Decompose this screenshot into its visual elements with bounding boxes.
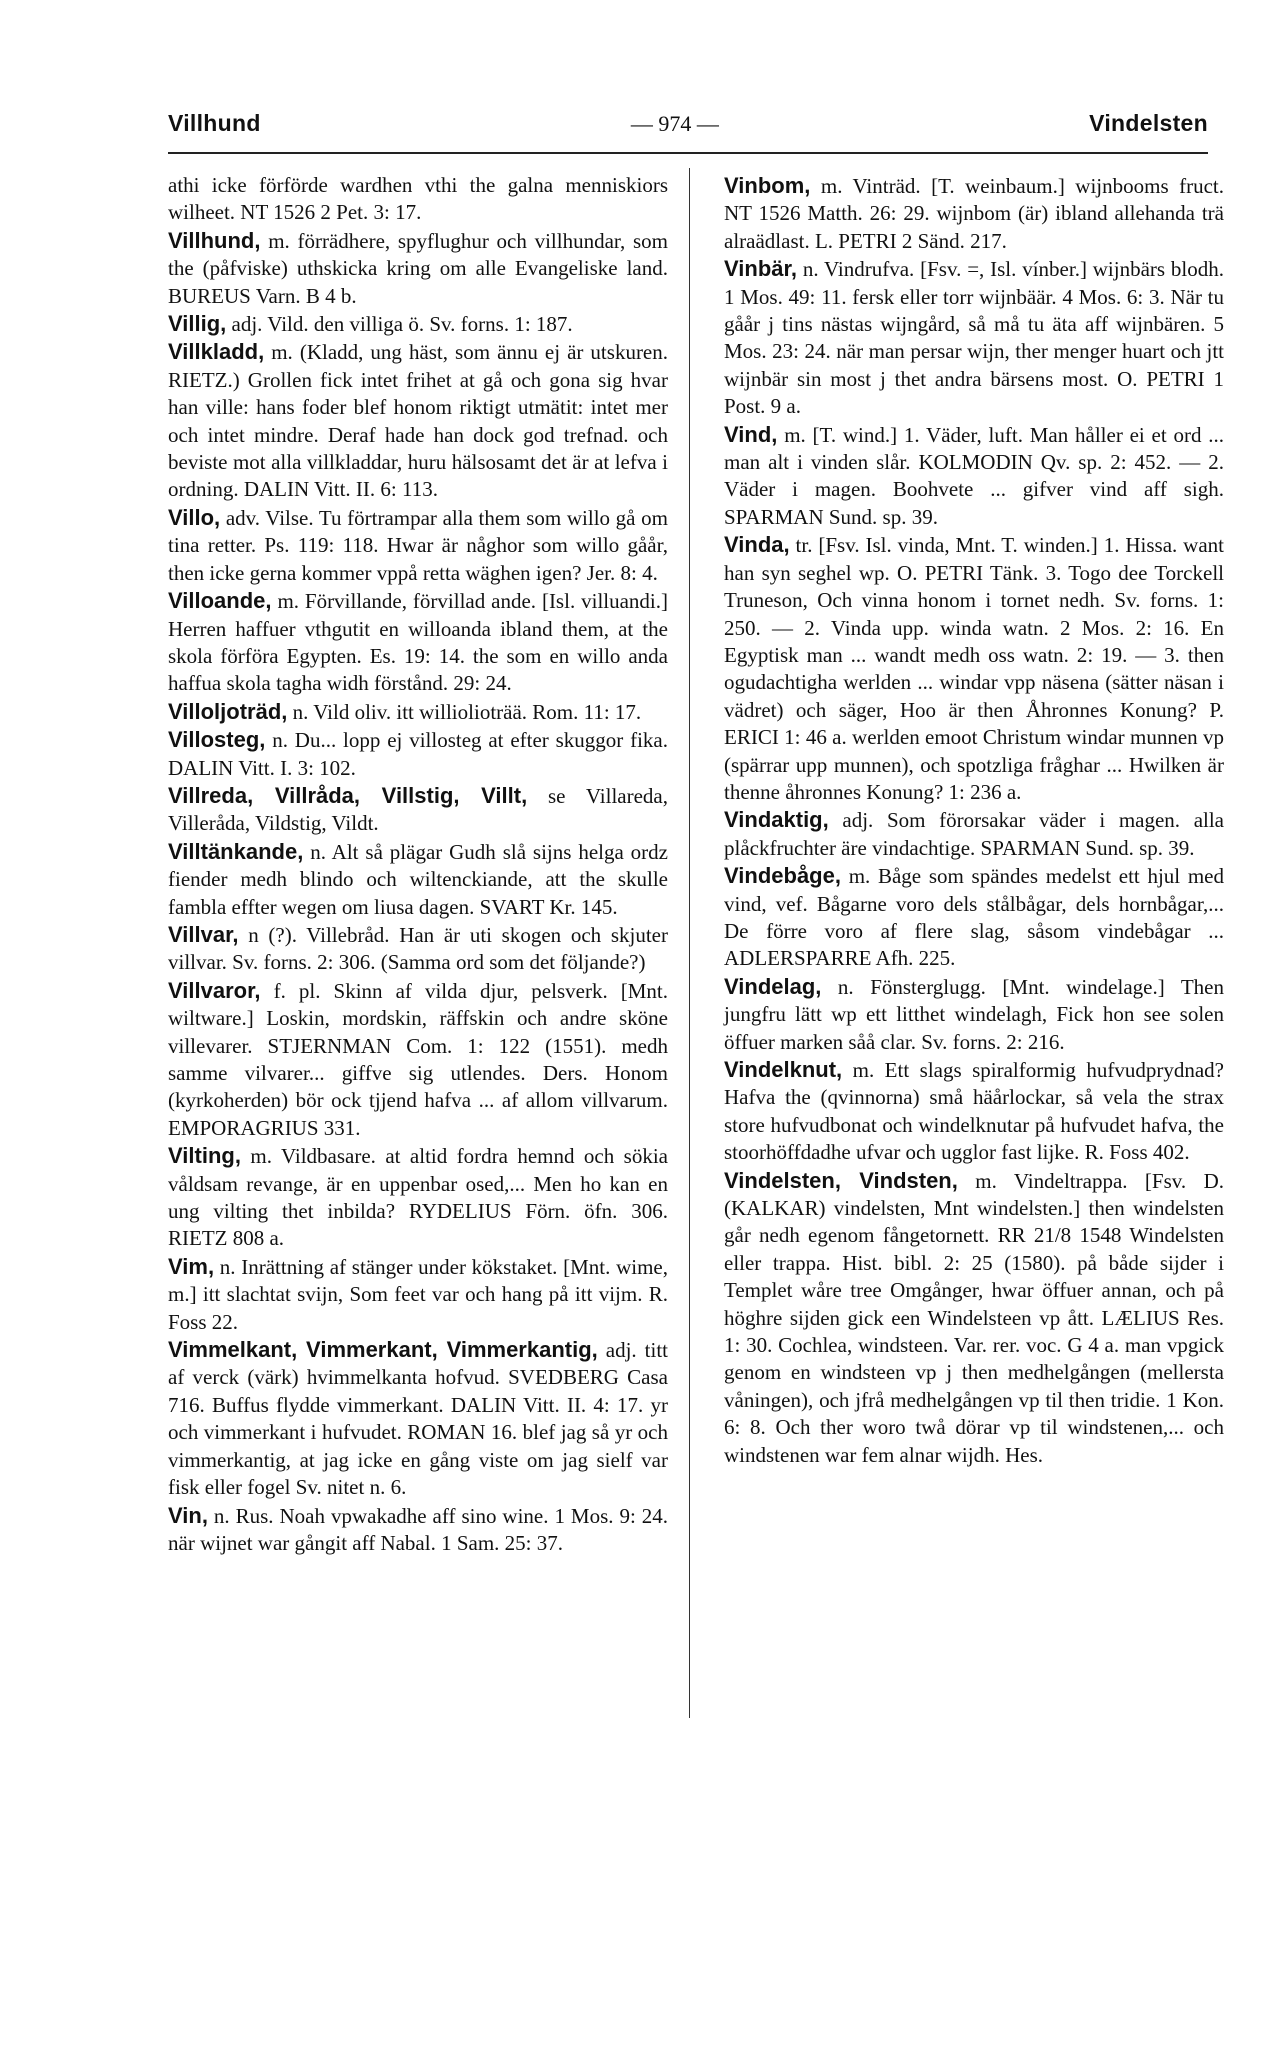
entry-headword: Vinbär, <box>724 256 797 282</box>
dictionary-entry <box>168 782 668 838</box>
column-divider <box>689 168 690 1718</box>
entry-headword: Vindelag, <box>724 973 822 999</box>
dictionary-entry <box>168 1336 668 1501</box>
entry-headword: Villoljoträd, <box>168 698 288 724</box>
dictionary-entry <box>168 726 668 782</box>
entry-headword: Vim, <box>168 1253 215 1279</box>
dictionary-entry <box>168 977 668 1142</box>
entry-text: m. (Kladd, ung häst, som ännu ej är utskuren. RIETZ.) Grollen fick intet frihet at gå och gona sig hvar han ville: hans foder blef honom riktigt utmätit: intet mer och intet mindre. Deraf hade han dock god trefnad. och beviste mot alla villkladdar, huru hälsosamt det är at lefva i ordning. DALIN Vitt. II. 6: 113. <box>168 340 669 502</box>
entry-text: n. Vild oliv. itt williolioträä. Rom. 11: 17. <box>292 699 642 724</box>
running-head <box>168 110 1208 146</box>
entry-headword: Vimmelkant, Vimmerkant, Vimmerkantig, <box>168 1337 598 1363</box>
entry-text: n. Vindrufva. [Fsv. =, Isl. vínber.] wijnbärs blodh. 1 Mos. 49: 11. fersk eller torr wijnbäär. 4 Mos. 6: 3. När tu gåår j tins nästas wijngård, så må tu äta aff wijnbären. 5 Mos. 23: 24. när man persar wijn, ther menger huart och jtt wijnbär sin most j thet andra bärsens most. O. PETRI 1 Post. 9 a. <box>724 257 1225 419</box>
header-rule <box>168 152 1208 154</box>
entry-text: adv. Vilse. Tu förtrampar alla them som willo gå om tina retter. Ps. 119: 118. Hwar är någhor som willo gåår, then icke gerna kommer vppå retta wäghen igen? Jer. 8: 4. <box>168 505 668 585</box>
entry-headword: Villoande, <box>168 588 272 614</box>
entry-text: adj. Vild. den villiga ö. Sv. forns. 1: 187. <box>231 312 573 337</box>
entry-text: adj. titt af verck (värk) hvimmelkanta hofvud. SVEDBERG Casa 716. Buffus flydde vimmerkant. DALIN Vitt. II. 4: 17. yr och vimmerkant i hufvudet. ROMAN 16. blef jag så yr och vimmerkantig, at jag icke en gång viste om jag sielf var fisk eller fogel Sv. nitet n. 6. <box>168 1338 669 1500</box>
dictionary-entry <box>724 421 1224 532</box>
dictionary-entry <box>168 1502 668 1558</box>
entry-headword: Vindebåge, <box>724 863 841 889</box>
dictionary-entry <box>168 338 668 503</box>
entry-headword: Villig, <box>168 311 227 337</box>
dictionary-entry <box>724 1056 1224 1167</box>
entry-text: n. Alt så plägar Gudh slå sijns helga ordz fiender medh blindo och wiltenckiande, att the skulle fambla effter wegen om liusa dagen. SVART Kr. 145. <box>168 839 668 919</box>
entry-text: athi icke förförde wardhen vthi the galna menniskiors wilheet. NT 1526 2 Pet. 3: 17. <box>168 173 668 225</box>
entry-text: m. Ett slags spiralformig hufvudprydnad? Hafva the (qvinnorna) små häårlockar, så vela the strax store hufvudbonat och windelknutar på hufvudet hafva, the stoorhöffdadhe ufvar och ugglor fast lijke. R. Foss 402. <box>724 1058 1224 1165</box>
entry-headword: Villreda, Villråda, Villstig, Villt, <box>168 782 528 808</box>
entry-headword: Vindelknut, <box>724 1057 843 1082</box>
dictionary-entry <box>724 172 1224 255</box>
entry-text: m. Vildbasare. at altid fordra hemnd och sökia våldsam revange, är en uppenbar osed,... Men ho kan en ung vilting thet inbilda? RYDELIUS Förn. öfn. 306. RIETZ 808 a. <box>168 1144 668 1251</box>
dictionary-entry <box>724 862 1224 973</box>
entry-text: n (?). Villebråd. Han är uti skogen och skjuter villvar. Sv. forns. 2: 306. (Samma ord som det följande?) <box>168 922 668 975</box>
entry-headword: Vindelsten, Vindsten, <box>724 1167 958 1193</box>
entry-text: se Villareda, Villeråda, Vildstig, Vildt. <box>168 783 669 836</box>
entry-headword: Villvaror, <box>168 977 261 1003</box>
entry-headword: Villo, <box>168 504 221 530</box>
dictionary-entry <box>724 806 1224 862</box>
entry-headword: Vinda, <box>724 532 790 558</box>
entry-text: tr. [Fsv. Isl. vinda, Mnt. T. winden.] 1. Hissa. want han syn seghel wp. O. PETRI Tänk. 3. Togo dee Torckell Truneson, Och vinna honom i tornet nedh. Sv. forns. 1: 250. — 2. Vinda upp. winda watn. 2 Mos. 2: 16. En Egyptisk man ... wandt medh oss watn. 2: 19. — 3. then ogudachtigha werlden ... windar vpp näsena (sätter näsan i vädret) och säger, Hoo är then Åhronnes Konung? P. ERICI 1: 46 a. werlden emoot Christum windar munnen vp (spärrar upp munnen), och spotzliga fråghar ... Hwilken är thenne åhronnes Konung? 1: 236 a. <box>724 533 1224 804</box>
entry-text: n. Du... lopp ej villosteg at efter skuggor fika. DALIN Vitt. I. 3: 102. <box>168 728 668 780</box>
page-number: — 974 — <box>630 111 719 136</box>
entry-text: n. Inrättning af stänger under kökstaket. [Mnt. wime, m.] itt slachtat svijn, Som feet var och hang på itt vijm. R. Foss 22. <box>168 1254 669 1334</box>
dictionary-entry <box>168 172 668 227</box>
dictionary-entry <box>168 921 668 977</box>
entry-text: m. Förvillande, förvillad ande. [Isl. villuandi.] Herren haffuer vthgutit en willoanda ibland them, at the skola förföra Egypten. Es. 19: 14. the som en willo anda haffua skola tagha widh förstånd. 29: 24. <box>168 589 669 696</box>
dictionary-entry <box>168 838 668 921</box>
right-column <box>724 172 1224 1469</box>
dictionary-entry <box>168 698 668 726</box>
entry-headword: Villkladd, <box>168 339 265 365</box>
entry-headword: Vin, <box>168 1502 208 1528</box>
dictionary-entry <box>724 973 1224 1056</box>
entry-text: m. [T. wind.] 1. Väder, luft. Man håller ei et ord ... man alt i vinden slår. KOLMODIN Qv. sp. 2: 452. — 2. Väder i magen. Boohvete ... gifver vind aff sigh. SPARMAN Sund. sp. 39. <box>724 422 1225 529</box>
entry-text: n. Fönsterglugg. [Mnt. windelage.] Then jungfru lätt wp ett litthet windelagh, Fick hon see solen öffuer marken såå clar. Sv. forns. 2: 216. <box>724 974 1224 1054</box>
entry-headword: Vind, <box>724 421 778 447</box>
entry-headword: Villtänkande, <box>168 838 304 864</box>
dictionary-entry <box>168 1253 668 1336</box>
dictionary-entry <box>168 587 668 698</box>
entry-text: m. Vindeltrappa. [Fsv. D. (KALKAR) vindelsten, Mnt windelsten.] then windelsten går nedh egenom fångetornett. RR 21/8 1548 Windelsten eller trappa. Hist. bibl. 2: 25 (1580). på både sijder i Templet wåre tree Omgånger, hwar öffuer annan, och på höghre sijden gick een Windelsteen vp ått. LÆLIUS Res. 1: 30. Cochlea, windsteen. Var. rer. voc. G 4 a. man vpgick genom en windsteen vp j then medhelgången (mellersta våningen), och jfrå medhelgången vp til then tridie. 1 Kon. 6: 8. Och ther woro twå dörar vp til windstenen,... och windstenen war fem alnar wijdh. Hes. <box>724 1168 1225 1467</box>
dictionary-entry <box>724 255 1224 420</box>
entry-text: m. förrädhere, spyflughur och villhundar, som the (påfviske) uthskicka kring om alle Evangeliske land. BUREUS Varn. B 4 b. <box>168 228 668 308</box>
entry-text: m. Båge som spändes medelst ett hjul med vind, vef. Bågarne voro dels stålbågar, dels hornbågar,... De förre voro af flere slag, såsom vindebågar ... ADLERSPARRE Afh. 225. <box>724 864 1225 971</box>
entry-text: n. Rus. Noah vpwakadhe aff sino wine. 1 Mos. 9: 24. när wijnet war gångit aff Nabal. 1 Sam. 25: 37. <box>168 1503 669 1555</box>
entry-headword: Villosteg, <box>168 727 266 753</box>
left-column <box>168 172 668 1557</box>
entry-headword: Villvar, <box>168 921 239 947</box>
entry-headword: Vindaktig, <box>724 807 829 833</box>
dictionary-entry <box>168 310 668 338</box>
entry-text: m. Vinträd. [T. weinbaum.] wijnbooms fruct. NT 1526 Matth. 26: 29. wijnbom (är) ibland allehanda trä alraädlast. L. PETRI 2 Sänd. 217. <box>724 174 1224 253</box>
entry-headword: Vilting, <box>168 1143 241 1169</box>
entry-headword: Vinbom, <box>724 173 811 198</box>
entry-headword: Villhund, <box>168 227 261 253</box>
head-word-left: Villhund <box>168 110 261 136</box>
dictionary-entry <box>724 1167 1224 1469</box>
entry-text: f. pl. Skinn af vilda djur, pelsverk. [Mnt. wiltware.] Loskin, mordskin, räffskin och andre sköne villevarer. STJERNMAN Com. 1: 122 (1551). medh samme vilvarer... giffve sig utlendes. Ders. Honom (kyrkoherden) bör ock tjjend hafva ... af allom villvarum. EMPORAGRIUS 331. <box>168 978 669 1140</box>
dictionary-entry <box>168 1142 668 1253</box>
entry-text: adj. Som förorsakar väder i magen. alla plåckfruchter äre vindachtige. SPARMAN Sund. sp. 39. <box>724 808 1224 860</box>
dictionary-entry <box>724 531 1224 806</box>
dictionary-entry <box>168 504 668 587</box>
dictionary-entry <box>168 227 668 310</box>
head-word-right: Vindelsten <box>1089 110 1208 136</box>
